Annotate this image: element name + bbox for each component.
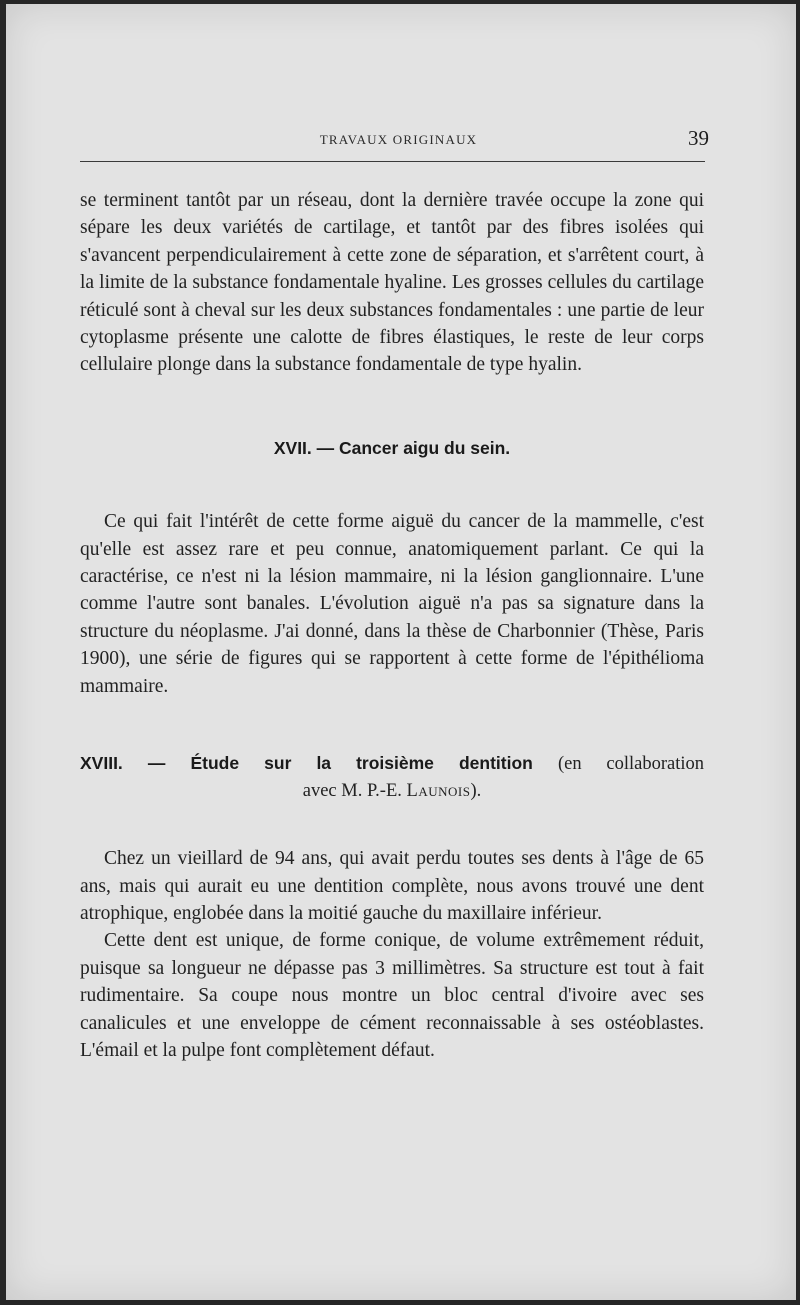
collaboration-with: avec M. P.-E.: [302, 781, 402, 802]
section-xviii-number: XVIII.: [80, 753, 123, 774]
section-xviii-title: — Étude sur la troisième dentition: [147, 753, 533, 774]
header-rule: [80, 161, 705, 162]
collaboration-open: (en collaboration: [557, 754, 705, 775]
running-head: [86, 126, 711, 160]
section-xvii-paragraph: Ce qui fait l'intérêt de cette forme aiguë du cancer de la mammelle, c'est qu'elle est assez rare et peu connue, anatomiquement parlant. Ce qui la caractérise, ce n'est ni la lésion mammaire, ni la lésion ganglionnaire. L'une comme l'autre sont banales. L'évolution aiguë n'a pas sa signature dans la structure du néoplasme. J'ai donné, dans la thèse de Charbonnier (Thèse, Paris 1900), une série de figures qui se rapportent à cette forme de l'épithélioma mammaire.: [80, 511, 704, 697]
collaboration-close: ).: [470, 781, 482, 802]
intro-paragraph: se terminent tantôt par un réseau, dont la dernière travée occupe la zone qui sépare les deux variétés de cartilage, et tantôt par des fibres isolées qui s'avancent perpendiculairement à cette zone de séparation, et s'arrêtent court, à la limite de la substance fondamentale hyaline. Les grosses cellules du cartilage réticulé sont à cheval sur les deux substances fondamentales : une partie de leur cytoplasme présente une calotte de fibres élastiques, le reste de leur corps cellulaire plonge dans la substance fondamentale de type hyalin.: [80, 190, 704, 376]
section-xviii-heading-line1: [80, 750, 704, 778]
section-xviii-heading-line2: [80, 778, 704, 805]
collaborator-name: Launois: [406, 781, 471, 802]
page-body: [80, 187, 704, 1064]
section-xvii-title: XVII. — Cancer aigu du sein.: [273, 437, 511, 458]
page-number: 39: [688, 126, 709, 150]
section-xviii-paragraph-2: Cette dent est unique, de forme conique, de volume extrêmement réduit, puisque sa longueur ne dépasse pas 3 millimètres. Sa structure est tout à fait rudimentaire. Sa coupe nous montre un bloc central d'ivoire avec ses canalicules et une enveloppe de cément reconnaissable à ses ostéoblastes. L'émail et la pulpe font complètement défaut.: [80, 930, 704, 1061]
section-xviii-heading: [80, 750, 704, 805]
running-title: TRAVAUX ORIGINAUX: [319, 132, 478, 147]
section-xviii-paragraph-1: Chez un vieillard de 94 ans, qui avait perdu toutes ses dents à l'âge de 65 ans, mais qui aurait eu une dentition complète, nous avons trouvé une dent atrophique, englobée dans la moitié gauche du maxillaire inférieur.: [80, 848, 704, 924]
